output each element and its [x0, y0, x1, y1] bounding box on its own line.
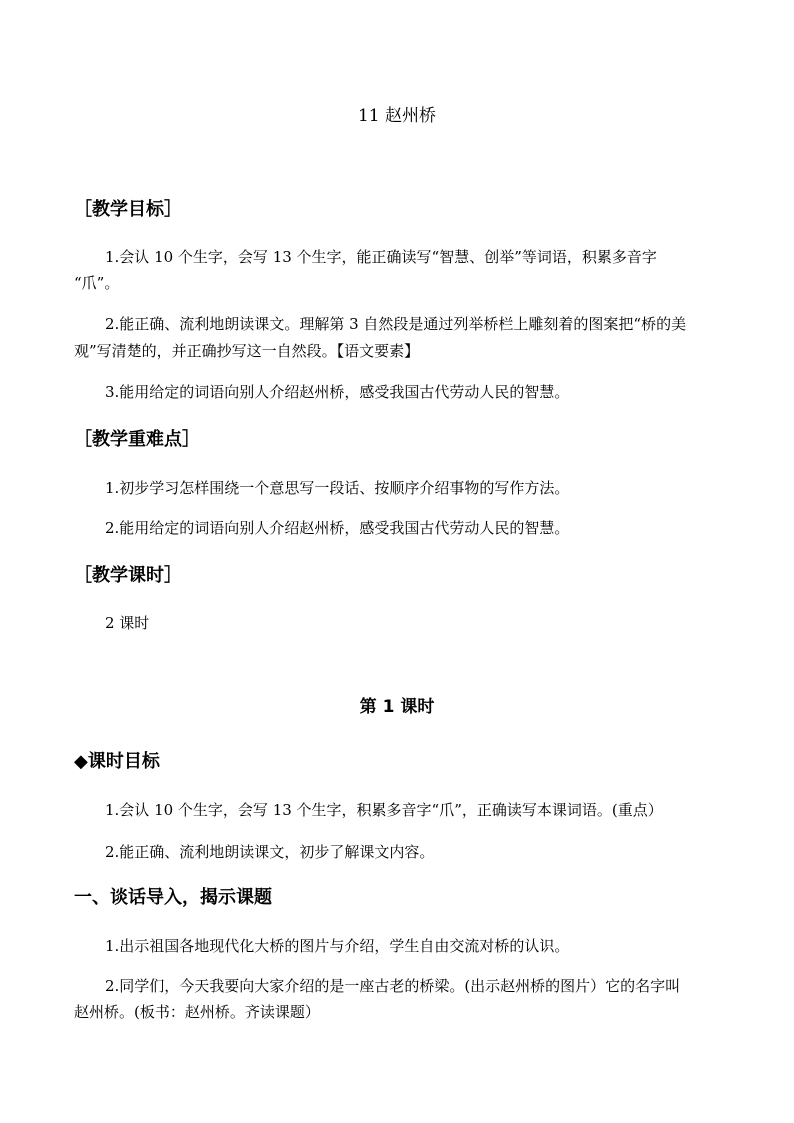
lesson-1-heading: 第 1 课时 [359, 697, 435, 717]
section-heading-teaching-goals: ［教学目标］ [74, 199, 182, 220]
key-point-2: 2.能用给定的词语向别人介绍赵州桥，感受我国古代劳动人民的智慧。 [105, 519, 570, 537]
goal-2-line-1: 2.能正确、流利地朗读课文。理解第 3 自然段是通过列举桥栏上雕刻着的图案把“桥的美 [105, 315, 687, 333]
document-title: 11 赵州桥 [357, 106, 437, 126]
goal-1-line-1: 1.会认 10 个生字，会写 13 个生字，能正确读写“智慧、创举”等词语，积累多音字 [105, 248, 657, 266]
goal-2-line-2: 观”写清楚的，并正确抄写这一自然段。【语文要素】 [74, 342, 420, 360]
class-hours-text: 2 课时 [105, 614, 150, 632]
goal-1-line-2: “爪”。 [74, 274, 120, 292]
lesson-goal-2: 2.能正确、流利地朗读课文，初步了解课文内容。 [105, 843, 435, 861]
part-1-step-2-line-2: 赵州桥。(板书：赵州桥。齐读课题） [74, 1003, 320, 1021]
lesson-goal-1: 1.会认 10 个生字，会写 13 个生字，积累多音字“爪”，正确读写本课词语。(重点） [105, 801, 663, 819]
part-1-heading: 一、谈话导入，揭示课题 [74, 887, 272, 908]
part-1-step-1: 1.出示祖国各地现代化大桥的图片与介绍，学生自由交流对桥的认识。 [105, 937, 570, 955]
section-heading-key-points: ［教学重难点］ [74, 429, 200, 450]
key-point-1: 1.初步学习怎样围绕一个意思写一段话、按顺序介绍事物的写作方法。 [105, 479, 570, 497]
lesson-goal-heading: ◆课时目标 [74, 751, 160, 772]
part-1-step-2-line-1: 2.同学们，今天我要向大家介绍的是一座古老的桥梁。(出示赵州桥的图片）它的名字叫 [105, 977, 681, 995]
section-heading-class-hours: ［教学课时］ [74, 565, 182, 586]
goal-3: 3.能用给定的词语向别人介绍赵州桥，感受我国古代劳动人民的智慧。 [105, 383, 570, 401]
